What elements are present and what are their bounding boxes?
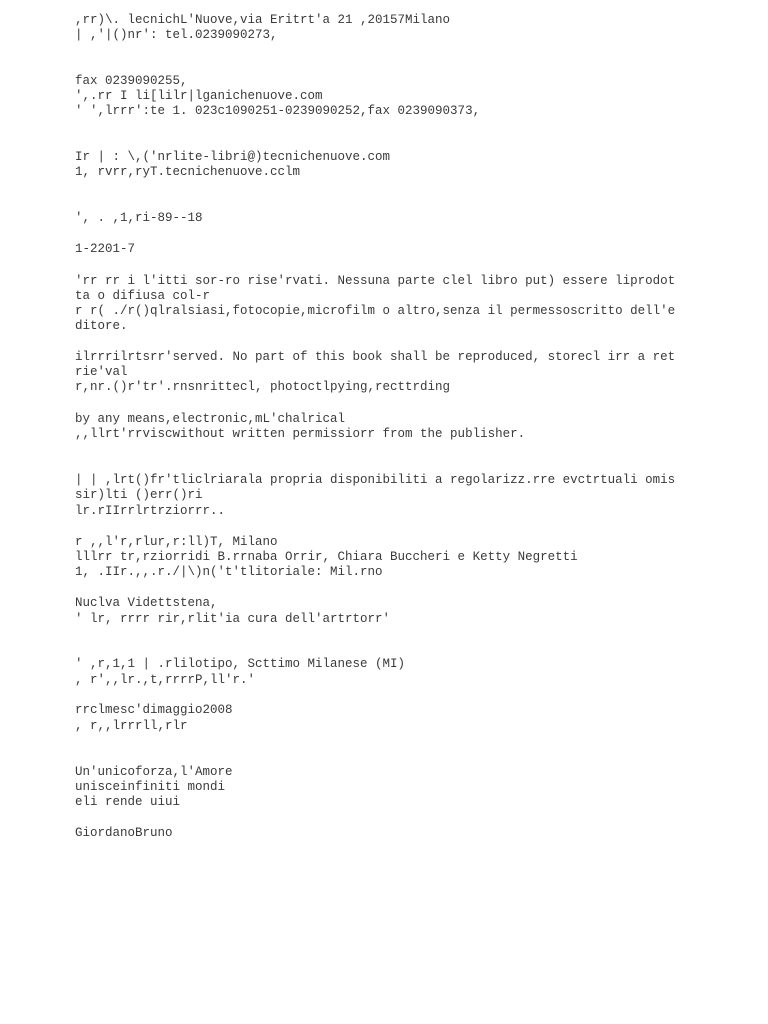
text-line: r,nr.()r'tr'.rnsnrittecl, photoctlpying,recttrding bbox=[75, 380, 451, 394]
text-line: | | ,lrt()fr'tliclriarala propria disponibiliti a regolarizz.rre evctrtuali omis bbox=[75, 473, 676, 487]
text-line: ,rr)\. lecnichL'Nuove,via Eritrt'a 21 ,20157Milano bbox=[75, 13, 451, 27]
text-line: 1, rvrr,ryT.tecnichenuove.cclm bbox=[75, 165, 301, 179]
epigraph-line: Un'unicoforza,l'Amore bbox=[75, 765, 233, 779]
text-line: ',.rr I li[lilr|lganichenuove.com bbox=[75, 89, 323, 103]
text-line: Nuclva Videttstena, bbox=[75, 596, 218, 610]
text-line: ditore. bbox=[75, 319, 128, 333]
text-line: sir)lti ()err()ri bbox=[75, 488, 203, 502]
text-line: ' ',lrrr':te 1. 023c1090251-0239090252,fax 0239090373, bbox=[75, 104, 481, 118]
text-line: r ,,l'r,rlur,r:ll)T, Milano bbox=[75, 535, 278, 549]
text-line: ,,llrt'rrviscwithout written permissiorr from the publisher. bbox=[75, 427, 526, 441]
epigraph-line: unisceinfiniti mondi bbox=[75, 780, 226, 794]
text-line: fax 0239090255, bbox=[75, 74, 188, 88]
text-line: Ir | : \,('nrlite-libri@)tecnichenuove.com bbox=[75, 150, 391, 164]
text-line: rrclmesc'dimaggio2008 bbox=[75, 703, 233, 717]
text-line: 1-2201-7 bbox=[75, 242, 136, 256]
text-line: by any means,electronic,mL'chalrical bbox=[75, 412, 346, 426]
text-line: lllrr tr,rziorridi B.rrnaba Orrir, Chiara Buccheri e Ketty Negretti bbox=[75, 550, 578, 564]
text-line: rie'val bbox=[75, 365, 128, 379]
text-line: ', . ,1,ri-89--18 bbox=[75, 211, 203, 225]
text-line: | ,'|()nr': tel.0239090273, bbox=[75, 28, 278, 42]
text-line: ' lr, rrrr rir,rlit'ia cura dell'artrtorr' bbox=[75, 612, 391, 626]
text-line: , r',,lr.,t,rrrrP,ll'r.' bbox=[75, 673, 256, 687]
text-line: lr.rIIrrlrtrziorrr.. bbox=[75, 504, 226, 518]
text-line: 1, .IIr.,,.r./|\)n('t'tlitoriale: Mil.rno bbox=[75, 565, 383, 579]
text-line: 'rr rr i l'itti sor-ro rise'rvati. Nessuna parte clel libro put) essere liprodot bbox=[75, 274, 676, 288]
text-line: ta o difiusa col-r bbox=[75, 289, 211, 303]
epigraph-line: eli rende uiui bbox=[75, 795, 181, 809]
text-line: , r,,lrrrll,rlr bbox=[75, 719, 188, 733]
text-line: ' ,r,1,1 | .rlilotipo, Scttimo Milanese (MI) bbox=[75, 657, 406, 671]
epigraph-author: GiordanoBruno bbox=[75, 826, 173, 840]
text-line: ilrrrilrtsrr'served. No part of this book shall be reproduced, storecl irr a ret bbox=[75, 350, 676, 364]
text-line: r r( ./r()qlralsiasi,fotocopie,microfilm o altro,senza il permessoscritto dell'e bbox=[75, 304, 676, 318]
